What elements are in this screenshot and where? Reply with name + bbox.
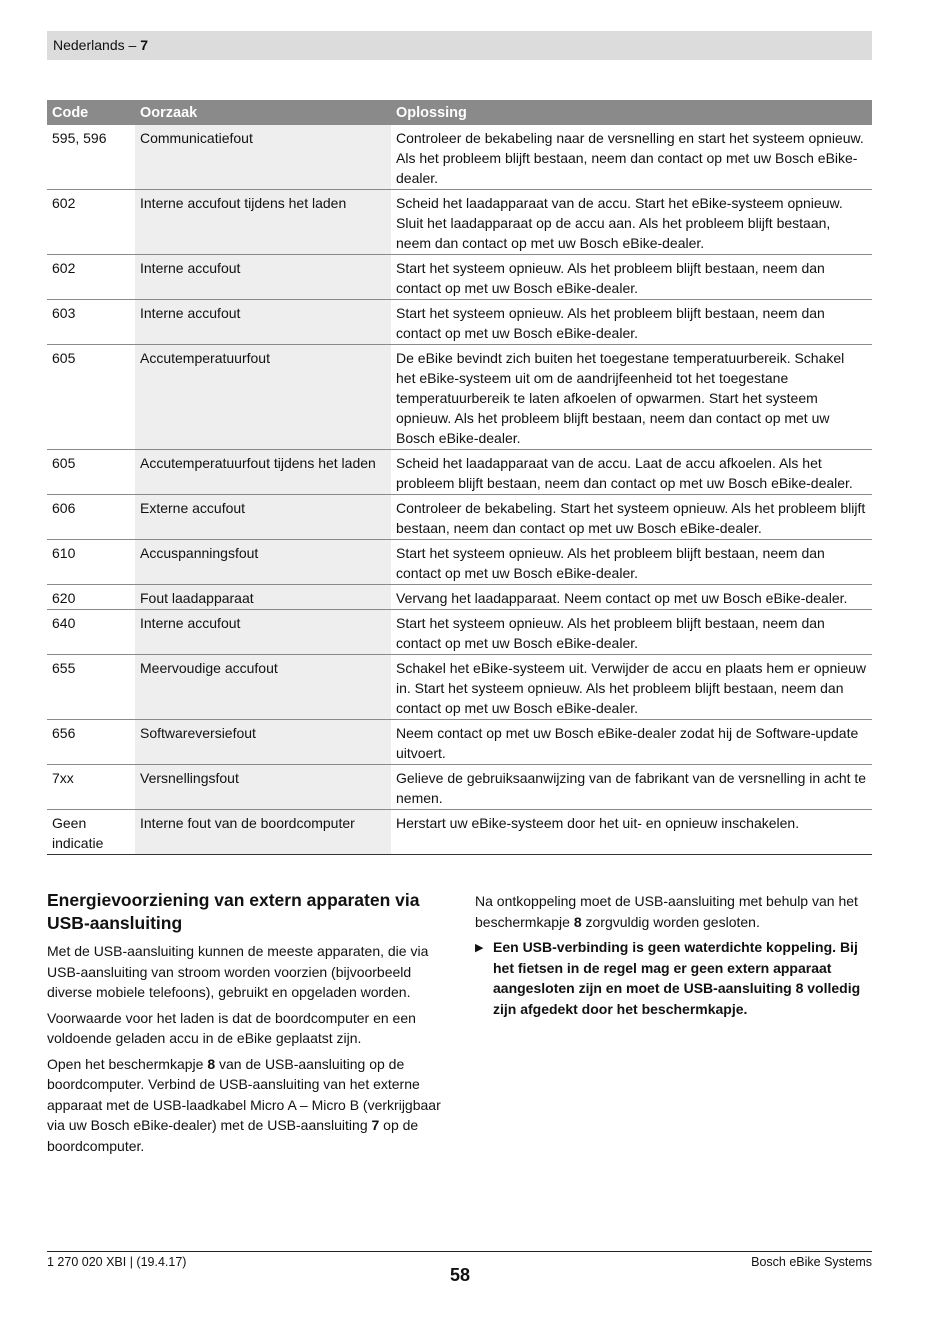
triangle-right-icon: ▶ — [475, 942, 484, 954]
cell-solution: Schakel het eBike-systeem uit. Verwijder de accu en plaats hem er opnieuw in. Start het systeem opnieuw. Als het probleem blijft bestaan, neem dan contact op met uw Bosch eBike-dealer. — [391, 655, 872, 720]
error-code-table — [47, 100, 872, 855]
footer-company: Bosch eBike Systems — [751, 1255, 872, 1269]
table-row — [47, 495, 872, 540]
footer-divider — [47, 1251, 872, 1252]
header-page-number: 7 — [140, 37, 148, 53]
table-row — [47, 255, 872, 300]
cell-solution: Scheid het laadapparaat van de accu. Laat de accu afkoelen. Als het probleem blijft bestaan, neem dan contact op met uw Bosch eBike-dealer. — [391, 450, 872, 495]
section-title: Energievoorziening van extern apparaten via USB-aansluiting — [47, 890, 420, 933]
cell-cause: Fout laadapparaat — [135, 585, 391, 610]
cell-solution: Gelieve de gebruiksaanwijzing van de fabrikant van de versnelling in acht te nemen. — [391, 765, 872, 810]
cell-code: 603 — [47, 300, 135, 345]
footer-page-number: 58 — [449, 1265, 471, 1285]
cell-code: Geen indicatie — [47, 810, 135, 855]
warning-text: Een USB-verbinding is geen waterdichte koppeling. Bij het fietsen in de regel mag er geen extern apparaat aangesloten zijn en moet de USB-aansluiting 8 volledig zijn afgedekt door het beschermkapje. — [493, 939, 861, 1017]
cell-code: 606 — [47, 495, 135, 540]
ref-number: 8 — [207, 1055, 216, 1072]
table-row — [47, 345, 872, 450]
table-header-row — [47, 100, 872, 125]
cell-code: 620 — [47, 585, 135, 610]
cell-code: 602 — [47, 190, 135, 255]
cell-cause: Accutemperatuurfout — [135, 345, 391, 450]
usb-section-right — [475, 891, 872, 1019]
text-run: Na ontkoppeling moet de USB-aansluiting met behulp van het beschermkapje — [475, 893, 858, 930]
cell-cause: Accuspanningsfout — [135, 540, 391, 585]
cell-solution: Controleer de bekabeling. Start het systeem opnieuw. Als het probleem blijft bestaan, neem dan contact op met uw Bosch eBike-dealer. — [391, 495, 872, 540]
cell-code: 640 — [47, 610, 135, 655]
paragraph-disconnect — [475, 891, 872, 932]
table-row — [47, 655, 872, 720]
page-header — [47, 31, 872, 60]
warning-note — [475, 937, 872, 1019]
cell-solution: De eBike bevindt zich buiten het toegestane temperatuurbereik. Schakel het eBike-systeem uit om de aandrijfeenheid tot het toegestane temperatuurbereik te laten afkoelen of opwarmen. Start het systeem opnieuw. Als het probleem blijft bestaan, neem dan contact op met uw Bosch eBike-dealer. — [391, 345, 872, 450]
column-header-code: Code — [47, 100, 135, 125]
cell-code: 655 — [47, 655, 135, 720]
table-row — [47, 765, 872, 810]
cell-cause: Interne accufout — [135, 300, 391, 345]
table-row — [47, 720, 872, 765]
header-separator: – — [124, 37, 141, 53]
cell-solution: Start het systeem opnieuw. Als het probleem blijft bestaan, neem dan contact op met uw Bosch eBike-dealer. — [391, 610, 872, 655]
cell-cause: Interne accufout — [135, 610, 391, 655]
paragraph-connect-instructions — [47, 1054, 442, 1157]
table-row — [47, 300, 872, 345]
column-header-cause: Oorzaak — [135, 100, 391, 125]
cell-solution: Neem contact op met uw Bosch eBike-dealer zodat hij de Software-update uitvoert. — [391, 720, 872, 765]
cell-code: 602 — [47, 255, 135, 300]
ref-number: 7 — [371, 1117, 380, 1133]
table-row — [47, 610, 872, 655]
cell-solution: Start het systeem opnieuw. Als het probleem blijft bestaan, neem dan contact op met uw Bosch eBike-dealer. — [391, 255, 872, 300]
table-body — [47, 125, 872, 855]
text-run: op de boordcomputer. — [47, 1117, 419, 1154]
table-row — [47, 540, 872, 585]
cell-cause: Communicatiefout — [135, 125, 391, 190]
paragraph-usb-intro: Met de USB-aansluiting kunnen de meeste apparaten, die via USB-aansluiting van stroom worden voorzien (bijvoorbeeld diverse mobiele telefoons), gebruikt en opgeladen worden. — [47, 943, 429, 1000]
table-row — [47, 125, 872, 190]
table-row — [47, 810, 872, 855]
ref-number: 8 — [573, 913, 582, 930]
paragraph-charging-condition: Voorwaarde voor het laden is dat de boordcomputer en een voldoende geladen accu in de eBike geplaatst zijn. — [47, 1009, 416, 1046]
cell-solution: Start het systeem opnieuw. Als het probleem blijft bestaan, neem dan contact op met uw Bosch eBike-dealer. — [391, 540, 872, 585]
table-row — [47, 450, 872, 495]
table-row — [47, 585, 872, 610]
cell-cause: Accutemperatuurfout tijdens het laden — [135, 450, 391, 495]
cell-code: 605 — [47, 345, 135, 450]
cell-solution: Controleer de bekabeling naar de versnelling en start het systeem opnieuw. Als het probleem blijft bestaan, neem dan contact op met uw Bosch eBike-dealer. — [391, 125, 872, 190]
header-language: Nederlands — [53, 37, 125, 53]
cell-cause: Softwareversiefout — [135, 720, 391, 765]
cell-code: 7xx — [47, 765, 135, 810]
cell-cause: Interne accufout tijdens het laden — [135, 190, 391, 255]
cell-code: 595, 596 — [47, 125, 135, 190]
cell-solution: Scheid het laadapparaat van de accu. Start het eBike-systeem opnieuw. Sluit het laadapparaat op de accu aan. Als het probleem blijft bestaan, neem dan contact op met uw Bosch eBike-dealer. — [391, 190, 872, 255]
cell-cause: Interne fout van de boordcomputer — [135, 810, 391, 855]
text-run: Open het beschermkapje — [47, 1055, 208, 1072]
cell-solution: Herstart uw eBike-systeem door het uit- en opnieuw inschakelen. — [391, 810, 872, 855]
footer-doc-number: 1 270 020 XBI | (19.4.17) — [47, 1255, 187, 1269]
text-run: van de USB-aansluiting op de boordcomputer. Verbind de USB-aansluiting van het externe apparaat met de USB-laadkabel Micro A – Micro B (verkrijgbaar via uw Bosch eBike-dealer) met de USB-aansluiting — [47, 1055, 441, 1133]
cell-cause: Versnellingsfout — [135, 765, 391, 810]
cell-code: 605 — [47, 450, 135, 495]
text-run: zorgvuldig worden gesloten. — [581, 913, 760, 930]
usb-section-left — [47, 889, 442, 1161]
cell-code: 610 — [47, 540, 135, 585]
cell-cause: Meervoudige accufout — [135, 655, 391, 720]
table-row — [47, 190, 872, 255]
cell-cause: Interne accufout — [135, 255, 391, 300]
cell-solution: Vervang het laadapparaat. Neem contact op met uw Bosch eBike-dealer. — [391, 585, 872, 610]
column-header-solution: Oplossing — [391, 100, 872, 125]
cell-code: 656 — [47, 720, 135, 765]
cell-cause: Externe accufout — [135, 495, 391, 540]
cell-solution: Start het systeem opnieuw. Als het probleem blijft bestaan, neem dan contact op met uw Bosch eBike-dealer. — [391, 300, 872, 345]
